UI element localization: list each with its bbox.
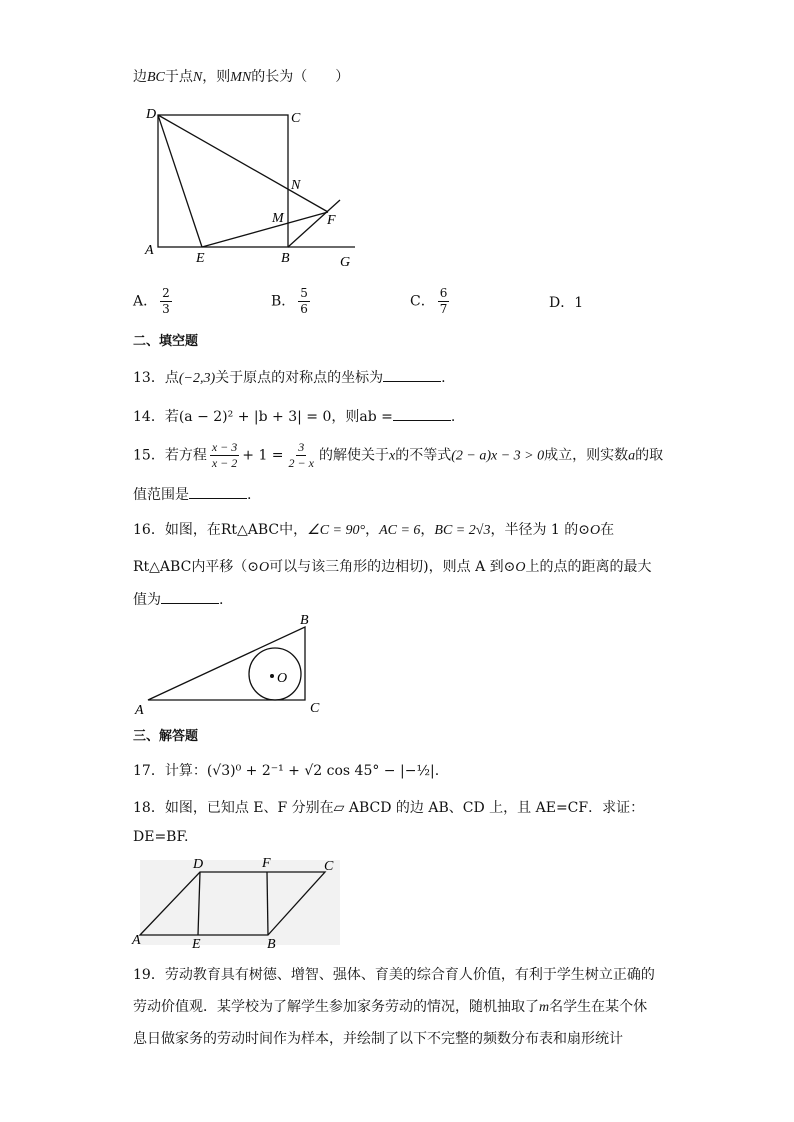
label-b: B bbox=[281, 251, 290, 266]
label-a: A bbox=[132, 933, 141, 948]
question-16-line3: 值为 . bbox=[133, 592, 224, 608]
circle-o bbox=[249, 648, 301, 700]
label-a: A bbox=[135, 703, 144, 718]
figure-triangle-abc bbox=[130, 610, 340, 720]
triangle-shape bbox=[148, 627, 305, 700]
section-answer-heading: 三、解答题 bbox=[133, 729, 199, 744]
option-fraction: $\frac{2}{3}$ bbox=[162, 286, 170, 316]
question-number: 17． bbox=[133, 763, 165, 779]
label-g: G bbox=[340, 255, 351, 270]
question-17: 17．计算：(√3)⁰ + 2⁻¹ + √2 cos 45° − |−½|. bbox=[133, 763, 440, 779]
question-15: 15．若方程 $\frac{x - 3}{x - 2}$ + 1 = $\frac{3}{2 - x}$ 的解使关于x的不等式(2 − a)x − 3 > 0成立，则实数a的取 bbox=[133, 440, 664, 470]
label-m: M bbox=[272, 211, 284, 226]
label-a: A bbox=[145, 243, 154, 258]
question-number: 14． bbox=[133, 409, 165, 425]
label-n: N bbox=[291, 178, 301, 193]
line-de bbox=[158, 115, 202, 247]
question-19-line2: 劳动价值观．某学校为了解学生参加家务劳动的情况，随机抽取了m名学生在某个休 bbox=[133, 999, 648, 1015]
section-fill-heading: 二、填空题 bbox=[133, 334, 199, 349]
option-value: 1 bbox=[574, 295, 584, 311]
figure-square-abcd bbox=[140, 100, 370, 270]
answer-blank[interactable] bbox=[161, 591, 219, 604]
math-expression: Rt△ABC bbox=[220, 522, 280, 538]
q12-tail bbox=[133, 66, 349, 86]
answer-blank[interactable] bbox=[189, 486, 247, 499]
option-c[interactable] bbox=[410, 286, 452, 317]
label-b: B bbox=[267, 937, 276, 952]
answer-blank[interactable] bbox=[383, 369, 441, 382]
math-expression: (√3)⁰ + 2⁻¹ + √2 cos 45° − |−½| bbox=[206, 763, 435, 779]
option-letter: A． bbox=[133, 293, 158, 310]
line-df bbox=[158, 115, 328, 212]
label-o: O bbox=[277, 671, 288, 686]
option-b[interactable] bbox=[271, 286, 313, 317]
question-13: 13．点(−2,3)关于原点的对称点的坐标为 . bbox=[133, 370, 446, 386]
figure-parallelogram-abcd bbox=[130, 852, 345, 952]
question-16-line2: Rt△ABC内平移（⊙O可以与该三角形的边相切)，则点 A 到⊙O上的点的距离的最大 bbox=[133, 559, 652, 575]
label-e: E bbox=[196, 251, 205, 266]
question-18-line2: DE=BF. bbox=[133, 829, 189, 845]
math-expression: (a − 2)² + |b + 3| = 0 bbox=[178, 409, 332, 425]
question-number: 18． bbox=[133, 800, 165, 816]
q12-text: 的长为（ ） bbox=[251, 69, 350, 85]
option-fraction: $\frac{6}{7}$ bbox=[439, 286, 448, 316]
fraction: $\frac{x - 3}{x - 2}$ bbox=[211, 440, 238, 470]
option-d[interactable] bbox=[549, 292, 583, 312]
question-19-line3: 息日做家务的劳动时间作为样本，并绘制了以下不完整的频数分布表和扇形统计 bbox=[133, 1031, 623, 1047]
q12-text: 于点 bbox=[164, 69, 193, 85]
option-letter: C． bbox=[410, 293, 435, 310]
q12-text: ，则 bbox=[202, 69, 231, 85]
label-d: D bbox=[193, 857, 204, 872]
question-number: 16． bbox=[133, 522, 165, 538]
label-c: C bbox=[291, 111, 301, 126]
q12-mn: MN bbox=[230, 70, 252, 85]
q12-n: N bbox=[192, 70, 203, 85]
option-letter: B． bbox=[271, 293, 296, 310]
question-19: 19．劳动教育具有树德、增智、强体、育美的综合育人价值，有利于学生树立正确的 bbox=[133, 967, 655, 983]
option-a[interactable] bbox=[133, 286, 175, 317]
question-18: 18．如图，已知点 E、F 分别在▱ ABCD 的边 AB、CD 上，且 AE=CF．求证： bbox=[133, 800, 645, 816]
answer-blank[interactable] bbox=[393, 408, 451, 421]
question-number: 19． bbox=[133, 967, 165, 983]
line-ef bbox=[202, 212, 328, 247]
question-number: 15． bbox=[133, 447, 165, 464]
question-16: 16．如图，在Rt△ABC中，∠C = 90°，AC = 6，BC = 2√3，半径为 1 的⊙O在 bbox=[133, 522, 615, 538]
q12-text: 边 bbox=[133, 69, 147, 85]
label-d: D bbox=[146, 107, 157, 122]
figure-background bbox=[140, 860, 340, 945]
label-c: C bbox=[324, 859, 334, 874]
question-number: 13． bbox=[133, 370, 165, 386]
option-letter: D． bbox=[549, 295, 575, 311]
point-coordinates: (−2,3) bbox=[178, 371, 216, 386]
label-f: F bbox=[327, 213, 336, 228]
center-point-o bbox=[270, 674, 274, 678]
math-expression: (2 − a)x − 3 > 0 bbox=[451, 448, 545, 464]
math-expression: ab = bbox=[359, 409, 393, 425]
fraction: $\frac{3}{2 - x}$ bbox=[288, 440, 314, 470]
question-14: 14．若(a − 2)² + |b + 3| = 0，则ab = . bbox=[133, 409, 456, 425]
question-15-line2: 值范围是 . bbox=[133, 487, 252, 503]
label-c: C bbox=[310, 701, 320, 716]
option-fraction: $\frac{5}{6}$ bbox=[300, 286, 308, 316]
label-f: F bbox=[262, 856, 271, 871]
square-shape bbox=[158, 115, 288, 247]
q12-bc: BC bbox=[147, 70, 165, 85]
label-e: E bbox=[192, 937, 201, 952]
label-b: B bbox=[300, 613, 309, 628]
